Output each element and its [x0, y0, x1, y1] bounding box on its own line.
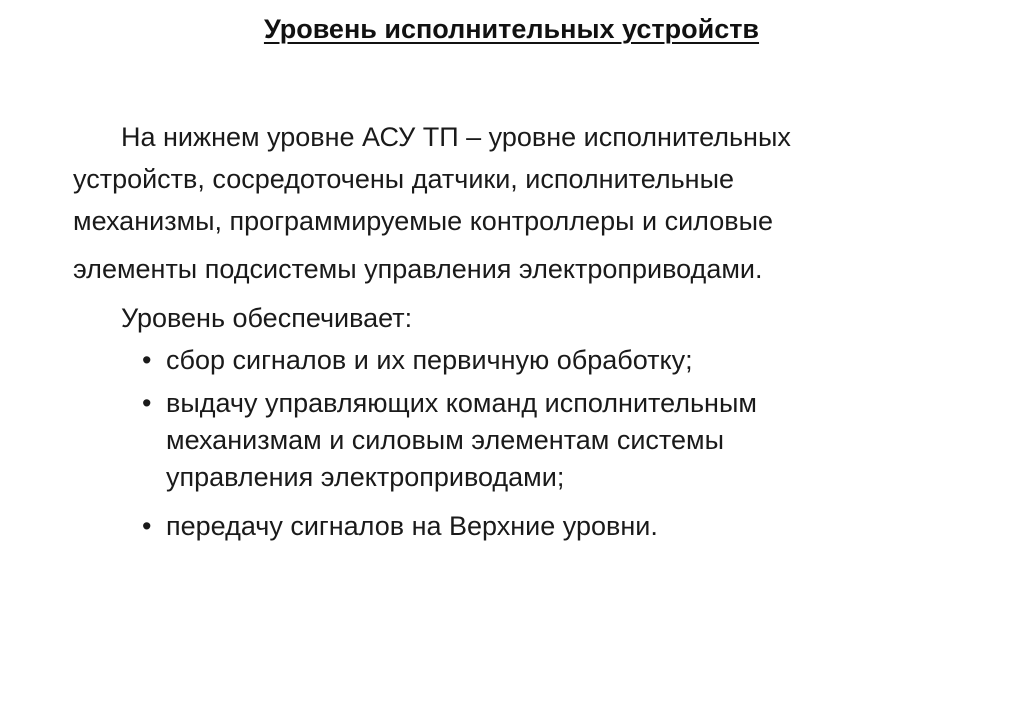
bullet-1-line-1: сбор сигналов и их первичную обработку;: [166, 345, 693, 375]
slide-title: Уровень исполнительных устройств: [263, 14, 760, 44]
bullet-2-line-3: управления электроприводами;: [166, 462, 565, 492]
bullet-2-line-1: выдачу управляющих команд исполнительным: [166, 388, 757, 418]
paragraph-line-4: элементы подсистемы управления электроприводами.: [73, 254, 763, 284]
bullet-2-line-2: механизмам и силовым элементам системы: [166, 425, 724, 455]
paragraph-line-3: механизмы, программируемые контроллеры и силовые: [73, 206, 773, 236]
paragraph-line-1: На нижнем уровне АСУ ТП – уровне исполнительных: [121, 122, 791, 152]
bullet-list: [142, 342, 902, 551]
paragraph-line-2: устройств, сосредоточены датчики, исполнительные: [73, 164, 735, 194]
lead-text: Уровень обеспечивает:: [121, 303, 413, 333]
list-item: [142, 342, 902, 379]
bullet-icon: •: [142, 388, 152, 418]
bullet-icon: •: [142, 511, 152, 541]
bullet-icon: •: [142, 345, 152, 375]
intro-paragraph: [73, 116, 943, 290]
bullet-3-line-1: передачу сигналов на Верхние уровни.: [166, 511, 658, 541]
list-item: [142, 508, 902, 545]
list-item: [142, 385, 902, 496]
